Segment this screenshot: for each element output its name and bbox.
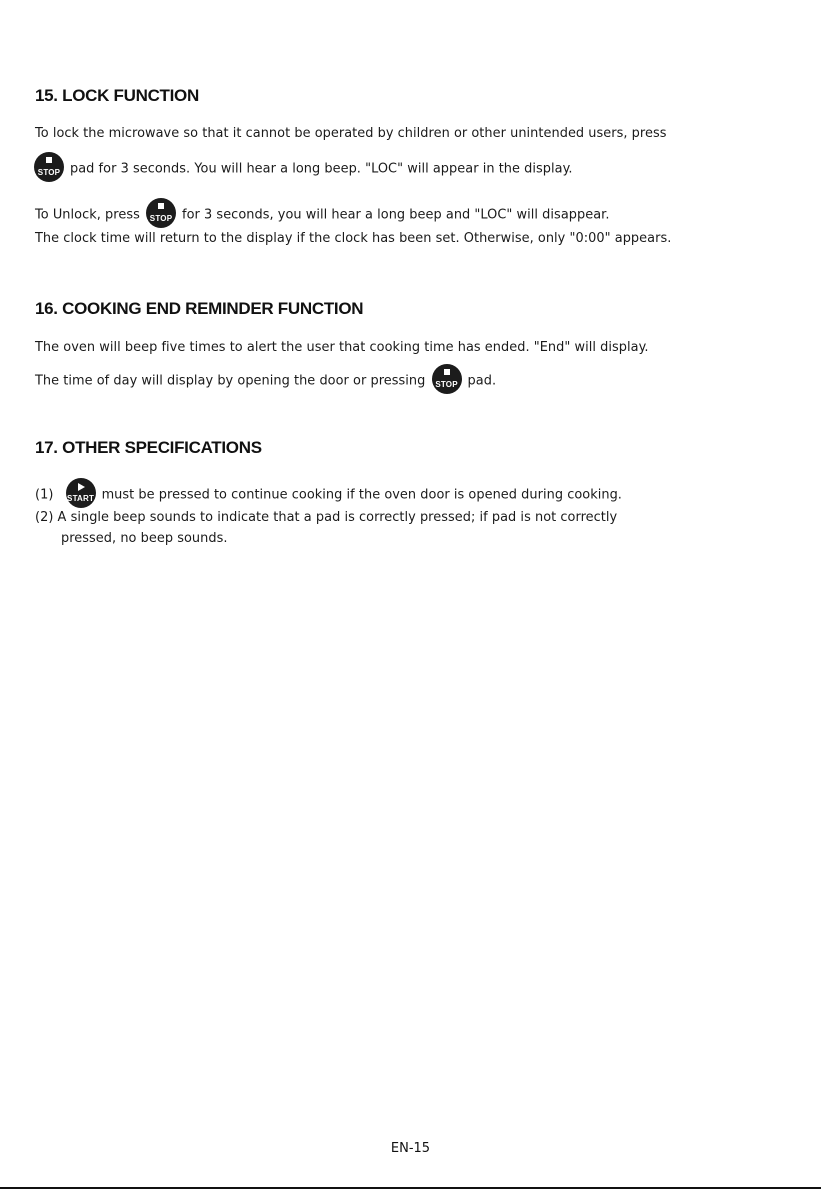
stop-button-icon (432, 364, 462, 394)
other-specs-heading: 17. OTHER SPECIFICATIONS (35, 438, 262, 457)
page-number: EN-15 (390, 1141, 431, 1156)
reminder-heading: 16. COOKING END REMINDER FUNCTION (35, 299, 364, 318)
unlock-line (35, 200, 609, 230)
specs-item-1-text: must be pressed to continue cooking if the oven door is opened during cooking. (101, 487, 622, 503)
lock-line-2 (35, 154, 573, 184)
specs-item-2-line-2: pressed, no beep sounds. (61, 531, 228, 546)
start-button-label: START (67, 494, 95, 503)
unlock-line-text-a: To Unlock, press (35, 207, 140, 223)
stop-square-icon (46, 157, 52, 163)
reminder-line-1: The oven will beep five times to alert the user that cooking time has ended. "End" will display. (35, 340, 649, 355)
reminder-line-2-text-a: The time of day will display by opening the door or pressing (35, 373, 426, 389)
reminder-line-2-text-b: pad. (467, 373, 497, 389)
stop-square-icon (158, 203, 164, 209)
unlock-line-text-b: for 3 seconds, you will hear a long beep and "LOC" will disappear. (182, 207, 610, 223)
reminder-line-2 (35, 366, 496, 396)
specs-item-2-line-1: (2) A single beep sounds to indicate that a pad is correctly pressed; if pad is not correctly (35, 510, 618, 525)
specs-item-1-number: (1) (35, 487, 54, 503)
lock-line-2-text: pad for 3 seconds. You will hear a long beep. "LOC" will appear in the display. (70, 161, 573, 177)
stop-button-label: STOP (149, 214, 173, 223)
lock-line-4: The clock time will return to the display if the clock has been set. Otherwise, only "0:00" appears. (35, 231, 672, 246)
play-triangle-icon (78, 483, 85, 491)
stop-button-icon (146, 198, 176, 228)
stop-button-label: STOP (435, 380, 458, 389)
stop-button-icon (34, 152, 64, 182)
start-button-icon (66, 478, 96, 508)
lock-function-heading: 15. LOCK FUNCTION (35, 86, 199, 105)
lock-line-1: To lock the microwave so that it cannot be operated by children or other unintended users, press (35, 126, 667, 141)
stop-button-label: STOP (37, 168, 61, 177)
specs-item-1 (35, 480, 622, 510)
stop-square-icon (444, 369, 450, 375)
